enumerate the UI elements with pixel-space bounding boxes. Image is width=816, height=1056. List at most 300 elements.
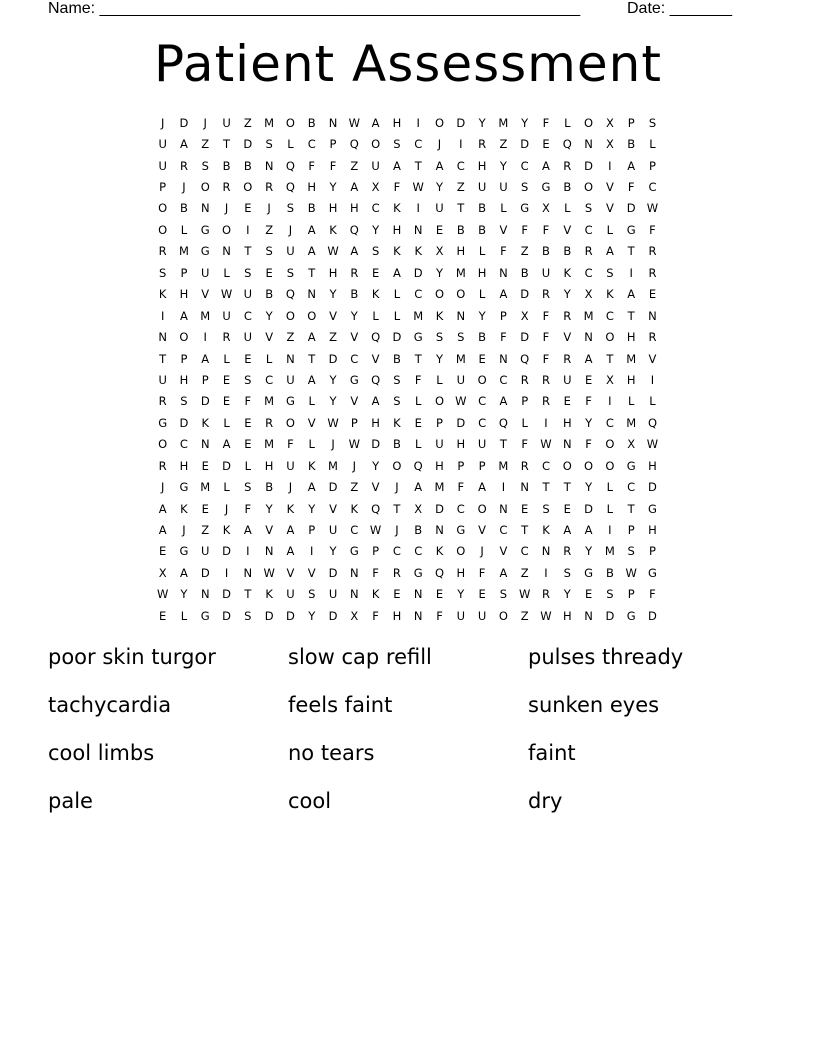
grid-letter: O [222, 222, 232, 237]
grid-letter: C [265, 372, 274, 387]
grid-letter: Y [372, 458, 380, 473]
grid-letter: I [246, 222, 250, 237]
grid-row [152, 219, 664, 240]
grid-letter: Y [329, 544, 337, 559]
grid-letter: S [265, 244, 273, 259]
grid-letter: F [329, 158, 337, 173]
grid-letter: M [200, 480, 211, 495]
grid-letter: B [520, 265, 529, 280]
grid-letter: N [243, 565, 253, 580]
grid-letter: D [222, 587, 231, 602]
grid-letter: U [158, 372, 167, 387]
grid-row [152, 198, 664, 219]
grid-letter: C [456, 158, 465, 173]
grid-letter: V [499, 222, 508, 237]
grid-letter: N [456, 308, 466, 323]
grid-letter: O [371, 137, 381, 152]
grid-letter: A [584, 523, 593, 538]
grid-letter: G [179, 480, 189, 495]
grid-letter: W [348, 115, 360, 130]
grid-letter: S [180, 394, 188, 409]
grid-letter: L [564, 201, 571, 216]
grid-letter: U [286, 244, 295, 259]
grid-letter: N [158, 330, 167, 345]
grid-letter: U [286, 458, 295, 473]
grid-letter: N [222, 244, 231, 259]
grid-letter: A [307, 222, 316, 237]
grid-row [152, 112, 664, 133]
grid-letter: X [435, 244, 444, 259]
grid-letter: K [350, 501, 359, 516]
grid-letter: A [307, 330, 316, 345]
grid-letter: P [499, 308, 507, 323]
grid-letter: G [584, 565, 594, 580]
grid-letter: L [223, 265, 230, 280]
grid-letter: D [605, 608, 615, 623]
grid-letter: B [414, 523, 423, 538]
grid-letter: O [158, 437, 168, 452]
grid-letter: H [456, 437, 466, 452]
grid-letter: Q [285, 287, 295, 302]
grid-letter: E [435, 587, 444, 602]
grid-letter: H [179, 372, 189, 387]
grid-letter: H [328, 265, 338, 280]
grid-letter: P [521, 394, 529, 409]
grid-letter: H [477, 265, 487, 280]
grid-letter: G [413, 565, 423, 580]
grid-letter: R [541, 394, 550, 409]
grid-letter: E [244, 437, 252, 452]
grid-letter: D [222, 608, 231, 623]
grid-letter: O [605, 437, 615, 452]
grid-letter: N [264, 158, 274, 173]
page-title: Patient Assessment [154, 35, 662, 93]
grid-letter: N [541, 544, 551, 559]
word-list-item: sunken eyes [528, 693, 660, 717]
grid-letter: U [456, 608, 466, 623]
grid-letter: N [286, 351, 295, 366]
grid-letter: K [265, 587, 273, 602]
grid-letter: E [159, 608, 167, 623]
grid-letter: I [608, 158, 612, 173]
grid-letter: D [648, 480, 657, 495]
grid-letter: H [392, 115, 402, 130]
grid-letter: V [371, 351, 380, 366]
grid-letter: E [478, 587, 486, 602]
grid-letter: T [627, 501, 635, 516]
grid-letter: K [222, 523, 231, 538]
grid-row [152, 369, 664, 390]
grid-letter: J [352, 458, 357, 473]
grid-letter: J [288, 222, 293, 237]
grid-letter: D [584, 158, 594, 173]
grid-letter: A [499, 394, 508, 409]
grid-letter: J [160, 115, 165, 130]
grid-letter: C [520, 158, 529, 173]
grid-row [152, 605, 664, 626]
grid-letter: C [520, 544, 529, 559]
grid-letter: R [158, 458, 167, 473]
grid-letter: Y [521, 115, 529, 130]
grid-letter: E [201, 458, 209, 473]
grid-letter: W [646, 437, 659, 452]
grid-letter: Z [201, 523, 210, 538]
grid-letter: O [392, 458, 402, 473]
grid-letter: A [180, 308, 188, 323]
grid-row [152, 541, 664, 562]
grid-letter: X [350, 608, 359, 623]
grid-letter: G [158, 415, 168, 430]
grid-letter: M [178, 244, 189, 259]
grid-letter: S [371, 244, 380, 259]
grid-letter: Y [308, 501, 316, 516]
grid-letter: B [627, 137, 636, 152]
grid-letter: D [648, 608, 657, 623]
grid-row [152, 155, 664, 176]
grid-letter: S [393, 372, 401, 387]
grid-letter: L [180, 222, 188, 237]
grid-letter: P [436, 415, 443, 430]
grid-letter: A [627, 287, 636, 302]
grid-letter: N [499, 501, 508, 516]
word-list-item: pulses thready [528, 645, 684, 669]
grid-letter: A [499, 565, 508, 580]
grid-letter: L [393, 287, 401, 302]
grid-row [152, 326, 664, 347]
grid-letter: U [243, 287, 253, 302]
grid-letter: Z [329, 330, 337, 345]
grid-letter: Y [329, 287, 337, 302]
grid-row [152, 348, 664, 369]
grid-row [152, 584, 664, 605]
grid-letter: E [201, 501, 209, 516]
grid-letter: O [562, 458, 572, 473]
grid-letter: T [627, 244, 635, 259]
grid-letter: K [393, 415, 401, 430]
grid-letter: B [307, 201, 316, 216]
grid-letter: G [285, 394, 295, 409]
grid-letter: M [455, 265, 466, 280]
grid-letter: U [158, 158, 167, 173]
grid-letter: L [436, 372, 443, 387]
grid-letter: W [519, 587, 531, 602]
grid-letter: R [541, 372, 550, 387]
grid-letter: Z [499, 137, 508, 152]
grid-letter: C [350, 351, 359, 366]
grid-letter: O [477, 501, 487, 516]
grid-letter: Q [371, 372, 381, 387]
grid-letter: A [307, 244, 316, 259]
grid-letter: O [158, 222, 168, 237]
grid-letter: A [392, 265, 401, 280]
grid-letter: R [563, 308, 572, 323]
grid-letter: G [626, 608, 636, 623]
grid-letter: D [520, 137, 530, 152]
grid-letter: H [456, 244, 466, 259]
grid-letter: C [414, 544, 423, 559]
grid-letter: I [310, 544, 314, 559]
grid-letter: O [605, 458, 615, 473]
grid-letter: L [478, 244, 486, 259]
grid-letter: G [648, 565, 657, 580]
grid-letter: P [372, 544, 380, 559]
grid-letter: F [393, 180, 401, 195]
grid-letter: S [286, 265, 295, 280]
grid-letter: O [434, 115, 445, 130]
grid-letter: F [414, 372, 422, 387]
grid-letter: E [648, 287, 657, 302]
grid-letter: B [563, 244, 572, 259]
grid-letter: G [648, 501, 657, 516]
grid-letter: E [584, 372, 593, 387]
grid-letter: R [478, 137, 487, 152]
word-list-item: no tears [288, 741, 375, 765]
grid-letter: V [307, 415, 316, 430]
grid-letter: S [499, 587, 508, 602]
grid-row [152, 476, 664, 497]
grid-letter: F [372, 608, 379, 623]
grid-letter: U [371, 158, 380, 173]
grid-letter: A [371, 115, 380, 130]
grid-letter: C [414, 137, 423, 152]
grid-letter: T [521, 523, 529, 538]
grid-letter: Q [434, 565, 445, 580]
grid-letter: S [201, 158, 209, 173]
word-list-item: tachycardia [48, 693, 172, 717]
grid-letter: H [392, 608, 402, 623]
grid-letter: J [288, 480, 293, 495]
grid-letter: D [520, 287, 530, 302]
grid-letter: H [349, 201, 359, 216]
grid-letter: R [265, 180, 274, 195]
grid-letter: C [584, 222, 593, 237]
grid-letter: C [584, 265, 593, 280]
grid-letter: L [606, 501, 614, 516]
grid-letter: L [415, 394, 422, 409]
grid-letter: H [328, 201, 338, 216]
grid-letter: W [540, 437, 552, 452]
grid-letter: I [629, 265, 633, 280]
grid-letter: A [180, 565, 188, 580]
grid-letter: N [264, 544, 274, 559]
grid-letter: Y [372, 222, 380, 237]
grid-letter: Y [499, 158, 507, 173]
grid-letter: A [158, 501, 167, 516]
grid-letter: Z [520, 608, 529, 623]
grid-letter: F [436, 608, 443, 623]
grid-letter: M [498, 458, 509, 473]
grid-letter: O [477, 372, 487, 387]
grid-letter: E [563, 394, 571, 409]
grid-letter: S [265, 137, 273, 152]
grid-letter: D [626, 201, 636, 216]
grid-letter: J [224, 201, 229, 216]
grid-letter: G [520, 201, 530, 216]
grid-letter: A [307, 372, 316, 387]
grid-letter: P [649, 544, 656, 559]
grid-letter: H [179, 287, 189, 302]
grid-letter: I [501, 480, 506, 495]
grid-letter: F [542, 115, 550, 130]
grid-letter: O [307, 308, 317, 323]
grid-letter: G [200, 608, 210, 623]
grid-letter: I [544, 415, 548, 430]
grid-letter: V [605, 180, 614, 195]
grid-letter: C [307, 137, 316, 152]
grid-letter: T [606, 351, 614, 366]
grid-letter: S [606, 587, 614, 602]
grid-letter: R [648, 265, 657, 280]
grid-letter: L [180, 608, 188, 623]
grid-letter: G [349, 544, 359, 559]
grid-letter: R [520, 372, 529, 387]
grid-letter: M [328, 458, 338, 473]
grid-row [152, 562, 664, 583]
grid-letter: V [201, 287, 210, 302]
grid-letter: P [308, 523, 316, 538]
grid-letter: T [457, 201, 465, 216]
grid-letter: X [605, 372, 614, 387]
grid-letter: Z [456, 180, 465, 195]
grid-letter: E [435, 222, 444, 237]
grid-letter: E [521, 501, 529, 516]
grid-letter: L [372, 308, 379, 323]
grid-letter: O [584, 180, 594, 195]
grid-letter: H [179, 458, 189, 473]
grid-letter: A [371, 394, 380, 409]
grid-letter: O [456, 287, 466, 302]
grid-letter: Z [201, 137, 210, 152]
grid-letter: G [626, 458, 636, 473]
grid-letter: E [542, 137, 550, 152]
grid-letter: F [585, 394, 592, 409]
grid-letter: Q [413, 458, 423, 473]
grid-letter: F [585, 437, 592, 452]
grid-letter: B [265, 480, 274, 495]
grid-letter: R [563, 544, 572, 559]
grid-letter: P [350, 415, 358, 430]
grid-letter: E [478, 351, 486, 366]
grid-letter: P [159, 180, 167, 195]
grid-letter: A [542, 158, 550, 173]
grid-letter: N [562, 437, 572, 452]
grid-letter: D [392, 330, 402, 345]
grid-letter: O [434, 394, 445, 409]
grid-letter: U [158, 137, 167, 152]
grid-letter: S [521, 180, 529, 195]
grid-letter: R [541, 587, 550, 602]
grid-letter: L [627, 394, 635, 409]
grid-letter: C [478, 394, 487, 409]
grid-letter: U [477, 437, 487, 452]
grid-letter: J [182, 523, 186, 538]
grid-letter: W [625, 565, 637, 580]
grid-letter: O [285, 308, 295, 323]
grid-letter: R [179, 158, 188, 173]
grid-letter: Y [308, 608, 316, 623]
grid-letter: X [158, 565, 167, 580]
grid-letter: L [649, 137, 656, 152]
grid-letter: I [650, 372, 655, 387]
grid-letter: G [200, 244, 210, 259]
grid-letter: D [328, 480, 338, 495]
grid-letter: A [392, 158, 401, 173]
grid-letter: N [413, 587, 423, 602]
grid-letter: Z [520, 565, 529, 580]
grid-letter: J [437, 137, 442, 152]
grid-letter: B [563, 180, 572, 195]
grid-letter: T [414, 351, 422, 366]
grid-letter: X [371, 180, 380, 195]
grid-letter: D [243, 137, 253, 152]
grid-row [152, 434, 664, 455]
grid-letter: Q [371, 330, 381, 345]
grid-letter: S [393, 137, 401, 152]
grid-letter: K [414, 244, 422, 259]
grid-letter: Y [180, 587, 188, 602]
grid-letter: U [435, 201, 444, 216]
grid-letter: P [329, 137, 337, 152]
grid-letter: N [584, 330, 593, 345]
grid-letter: M [626, 351, 637, 366]
grid-letter: U [243, 330, 253, 345]
grid-letter: F [372, 565, 379, 580]
grid-letter: M [264, 437, 275, 452]
grid-row [152, 133, 664, 154]
grid-letter: M [200, 308, 211, 323]
grid-letter: T [563, 480, 571, 495]
grid-letter: C [414, 287, 423, 302]
grid-letter: R [648, 244, 657, 259]
grid-letter: D [456, 115, 466, 130]
grid-letter: A [563, 523, 572, 538]
grid-letter: P [457, 458, 465, 473]
grid-letter: C [371, 201, 380, 216]
grid-letter: I [544, 565, 548, 580]
grid-letter: L [564, 115, 571, 130]
grid-letter: L [265, 351, 273, 366]
grid-letter: T [308, 265, 316, 280]
grid-letter: R [265, 415, 274, 430]
grid-letter: V [286, 565, 295, 580]
grid-letter: X [605, 137, 614, 152]
grid-letter: H [264, 458, 274, 473]
grid-letter: Z [520, 244, 529, 259]
grid-letter: F [542, 308, 550, 323]
grid-letter: F [244, 501, 252, 516]
grid-letter: L [308, 437, 315, 452]
grid-letter: R [541, 287, 550, 302]
grid-letter: D [222, 458, 231, 473]
word-list [48, 640, 768, 832]
grid-letter: P [649, 158, 656, 173]
grid-letter: L [287, 137, 294, 152]
grid-letter: P [627, 115, 635, 130]
grid-letter: J [331, 437, 335, 452]
grid-letter: H [562, 415, 572, 430]
grid-letter: J [224, 501, 229, 516]
grid-letter: O [158, 201, 168, 216]
grid-letter: H [626, 330, 636, 345]
grid-letter: C [350, 523, 359, 538]
grid-letter: E [584, 587, 593, 602]
grid-letter: U [222, 115, 231, 130]
grid-letter: U [477, 608, 487, 623]
grid-letter: V [350, 330, 359, 345]
grid-letter: Y [265, 501, 273, 516]
grid-letter: A [414, 480, 423, 495]
grid-letter: I [459, 137, 463, 152]
